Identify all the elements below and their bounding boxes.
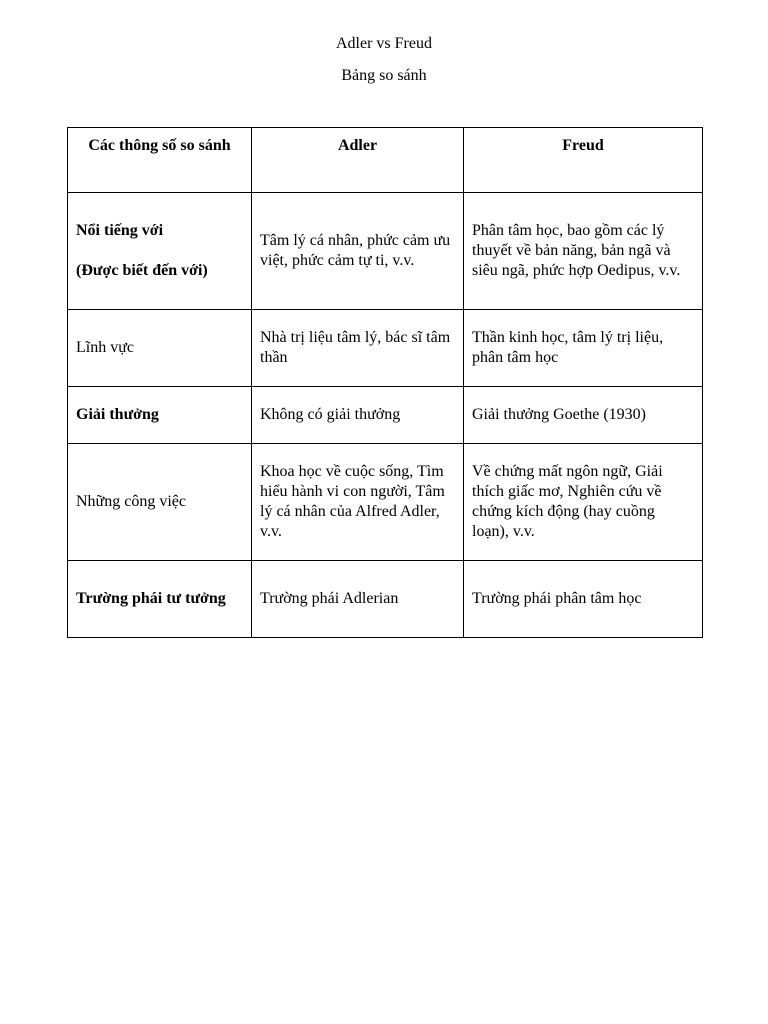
cell-freud-field: Thần kinh học, tâm lý trị liệu, phân tâm học bbox=[464, 310, 703, 387]
cell-adler-awards: Không có giải thưởng bbox=[252, 387, 464, 444]
table-row bbox=[68, 387, 703, 444]
row-label-line1: Nổi tiếng với bbox=[76, 222, 164, 239]
cell-freud-famous-for: Phân tâm học, bao gồm các lý thuyết về bản năng, bản ngã và siêu ngã, phức hợp Oedipus, v.v. bbox=[464, 193, 703, 310]
header-freud: Freud bbox=[464, 128, 703, 193]
cell-adler-famous-for: Tâm lý cá nhân, phức cảm ưu việt, phức cảm tự ti, v.v. bbox=[252, 193, 464, 310]
row-label-awards: Giải thưởng bbox=[68, 387, 252, 444]
comparison-table bbox=[67, 127, 703, 638]
document-subtitle: Bảng so sánh bbox=[341, 67, 427, 84]
cell-freud-works: Về chứng mất ngôn ngữ, Giải thích giấc mơ, Nghiên cứu về chứng kích động (hay cuồng loạn), v.v. bbox=[464, 444, 703, 561]
document-title: Adler vs Freud bbox=[336, 35, 432, 52]
table-row bbox=[68, 193, 703, 310]
row-label-field: Lĩnh vực bbox=[68, 310, 252, 387]
row-label-school: Trường phái tư tưởng bbox=[68, 561, 252, 638]
table-row bbox=[68, 561, 703, 638]
cell-adler-school: Trường phái Adlerian bbox=[252, 561, 464, 638]
header-adler: Adler bbox=[252, 128, 464, 193]
row-label-line2: (Được biết đến với) bbox=[76, 262, 208, 279]
cell-freud-awards: Giải thưởng Goethe (1930) bbox=[464, 387, 703, 444]
cell-adler-works: Khoa học về cuộc sống, Tìm hiểu hành vi con người, Tâm lý cá nhân của Alfred Adler, v.v. bbox=[252, 444, 464, 561]
table-row bbox=[68, 444, 703, 561]
cell-freud-school: Trường phái phân tâm học bbox=[464, 561, 703, 638]
header-param: Các thông số so sánh bbox=[68, 128, 252, 193]
table-row bbox=[68, 310, 703, 387]
table-header-row bbox=[68, 128, 703, 193]
cell-adler-field: Nhà trị liệu tâm lý, bác sĩ tâm thần bbox=[252, 310, 464, 387]
row-label-works: Những công việc bbox=[68, 444, 252, 561]
row-label-famous-for bbox=[68, 193, 252, 310]
